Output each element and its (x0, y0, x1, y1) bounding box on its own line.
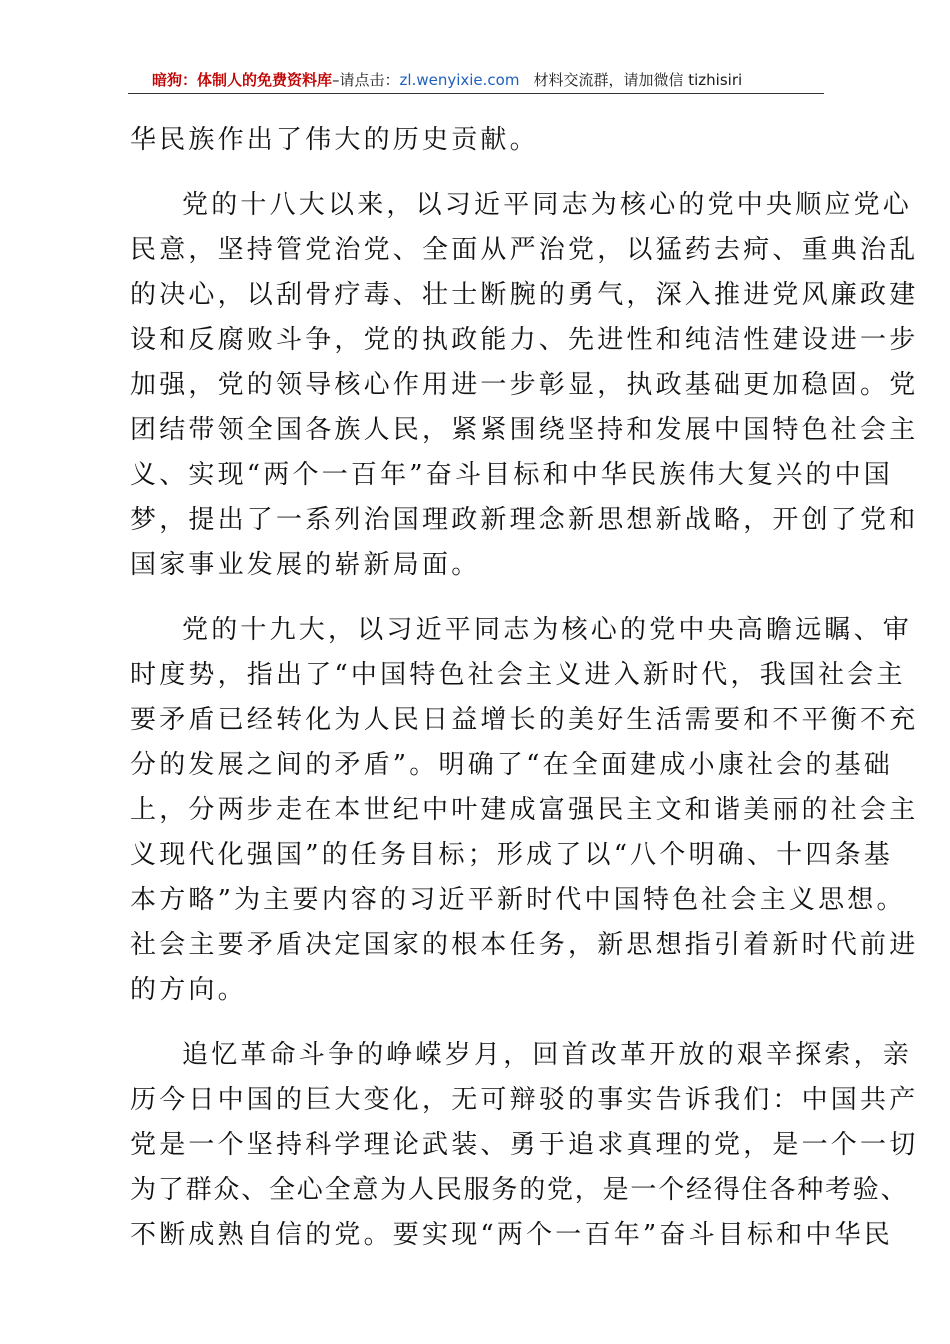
header-wechat: 材料交流群，请加微信 tizhisiri (533, 71, 743, 89)
text-line: 历今日中国的巨大变化，无可辩驳的事实告诉我们：中国共产 (130, 1085, 919, 1115)
header-link[interactable]: zl.wenyixie.com (399, 71, 520, 89)
text-line: 团结带领全国各族人民，紧紧围绕坚持和发展中国特色社会主 (130, 415, 919, 445)
text-line: 时度势，指出了“中国特色社会主义进入新时代，我国社会主 (130, 660, 906, 690)
paragraph-continuation (130, 118, 820, 163)
text-line: 不断成熟自信的党。要实现“两个一百年”奋斗目标和中华民 (130, 1220, 893, 1250)
paragraph-19th-congress (130, 608, 919, 1013)
header-prompt: –请点击： (332, 71, 400, 89)
text-line: 本方略”为主要内容的习近平新时代中国特色社会主义思想。 (130, 885, 906, 915)
text-line: 华民族作出了伟大的历史贡献。 (130, 125, 539, 155)
text-line: 义现代化强国”的任务目标；形成了以“八个明确、十四条基 (130, 840, 893, 870)
text-line: 梦，提出了一系列治国理政新理念新思想新战略，开创了党和 (130, 505, 919, 535)
page-header (128, 60, 824, 94)
text-line: 追忆革命斗争的峥嵘岁月，回首改革开放的艰辛探索，亲 (182, 1040, 913, 1070)
text-line: 分的发展之间的矛盾”。明确了“在全面建成小康社会的基础 (130, 750, 893, 780)
document-body (130, 118, 919, 1278)
paragraph-18th-congress (130, 183, 919, 588)
text-line: 设和反腐败斗争，党的执政能力、先进性和纯洁性建设进一步 (130, 325, 919, 355)
text-line: 义、实现“两个一百年”奋斗目标和中华民族伟大复兴的中国 (130, 460, 893, 490)
text-line: 党的十八大以来，以习近平同志为核心的党中央顺应党心 (182, 190, 913, 220)
text-line: 上，分两步走在本世纪中叶建成富强民主文和谐美丽的社会主 (130, 795, 919, 825)
text-line: 加强，党的领导核心作用进一步彰显，执政基础更加稳固。党 (130, 370, 919, 400)
text-line: 国家事业发展的崭新局面。 (130, 550, 481, 580)
text-line: 社会主要矛盾决定国家的根本任务，新思想指引着新时代前进 (130, 930, 919, 960)
text-line: 的方向。 (130, 975, 247, 1005)
text-line: 党是一个坚持科学理论武装、勇于追求真理的党，是一个一切 (130, 1130, 919, 1160)
text-line: 的决心，以刮骨疗毒、壮士断腕的勇气，深入推进党风廉政建 (130, 280, 919, 310)
text-line: 为了群众、全心全意为人民服务的党，是一个经得住各种考验、 (130, 1175, 909, 1205)
text-line: 党的十九大，以习近平同志为核心的党中央高瞻远瞩、审 (182, 615, 913, 645)
text-line: 民意，坚持管党治党、全面从严治党，以猛药去疴、重典治乱 (130, 235, 919, 265)
paragraph-revolution-reflection (130, 1033, 919, 1258)
header-brand: 暗狗：体制人的免费资料库 (152, 71, 333, 89)
text-line: 要矛盾已经转化为人民日益增长的美好生活需要和不平衡不充 (130, 705, 919, 735)
